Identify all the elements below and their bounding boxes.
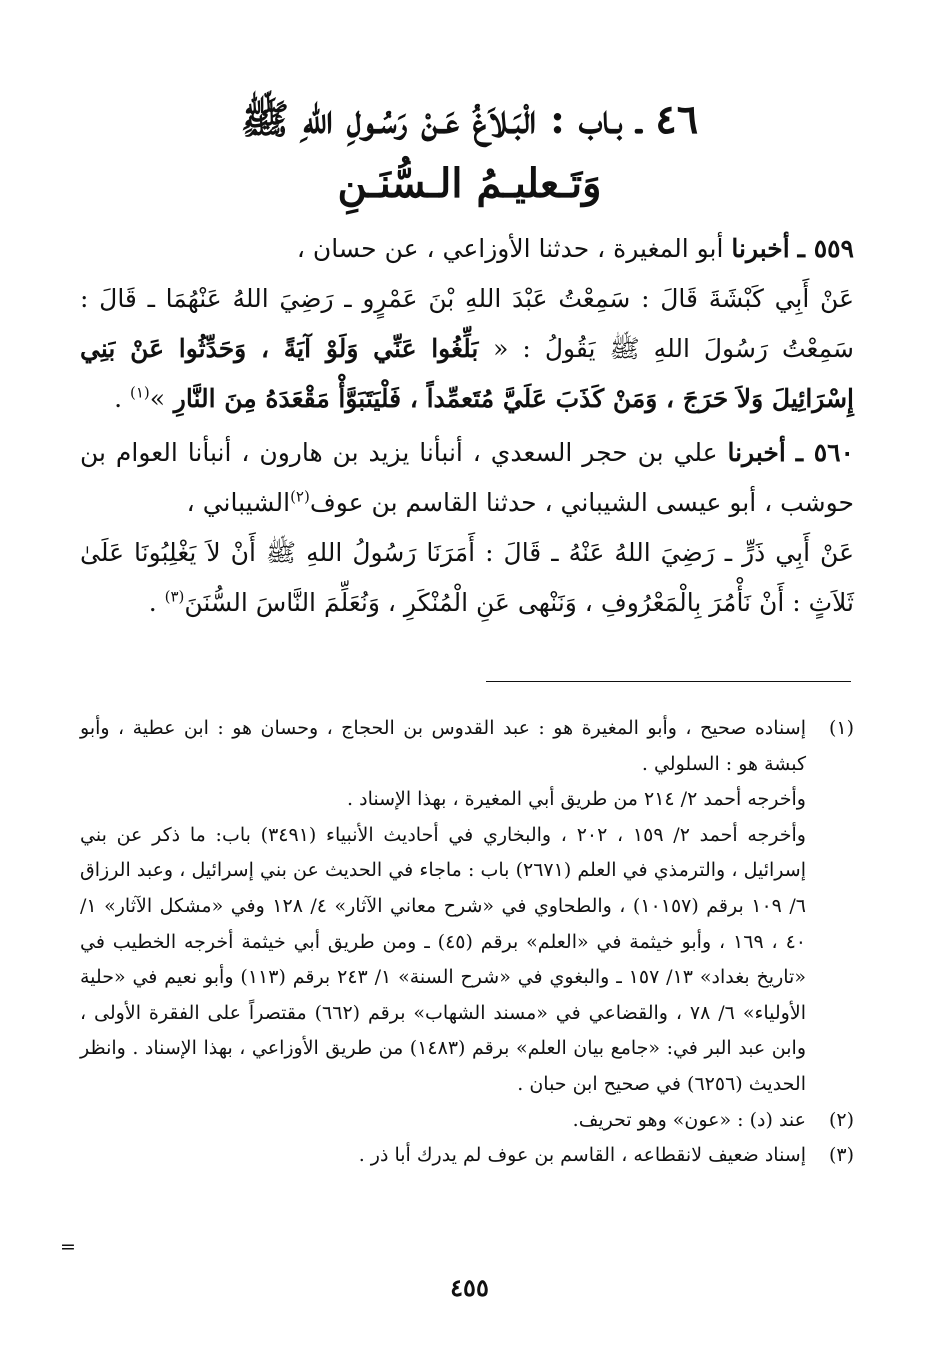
hadith-isnad-cont: الشيباني ،: [186, 488, 291, 517]
footnote-body: [80, 711, 806, 1103]
footnote-ref[interactable]: (٣): [164, 587, 185, 606]
footnote-body: [80, 1138, 806, 1174]
hadith-end: .: [148, 588, 165, 617]
main-text: [80, 224, 854, 628]
hadith-matn-intro: عَنْ أَبِي كَبْشَةَ قَالَ : سَمِعْتُ عَبْدَ اللهِ بْنَ عَمْرٍو ـ رَضِيَ اللهُ عَنْهُمَا ـ قَالَ : سَمِعْتُ رَسُولَ اللهِ ﷺ يَقُولُ : «: [80, 284, 854, 363]
hadith-matn: عَنْ أَبِي ذَرٍّ ـ رَضِيَ اللهُ عَنْهُ ـ قَالَ : أَمَرَنَا رَسُولُ اللهِ ﷺ أَنْ لاَ يَغْلِبُونَا عَلَىٰ ثَلاَثٍ : أَنْ نَأْمُرَ بِالْمَعْرُوفِ ، وَنَنْهى عَنِ الْمُنْكَرِ ، وَنُعَلِّمَ النَّاسَ السُّنَنَ: [80, 538, 854, 617]
footnote-3: [80, 1138, 854, 1174]
footnote-paragraph: إسناده صحيح ، وأبو المغيرة هو : عبد القدوس بن الحجاج ، وحسان هو : ابن عطية ، وأبو كبشة هو : السلولي .: [80, 717, 806, 775]
hadith-560-matn: [80, 528, 854, 628]
footnote-number: (٢): [828, 1108, 854, 1131]
footnote-ref[interactable]: (٢): [290, 487, 310, 506]
chapter-title-line-1: ٤٦ ـ بـاب : الْبَـلاَغُ عَـنْ رَسُـولِ اللهِ ﷺ: [240, 96, 699, 143]
hadith-number: ٥٥٩ ـ: [797, 234, 854, 263]
footnote-paragraph: عند (د) : «عون» وهو تحريف.: [572, 1108, 806, 1131]
hadith-quote-close: »: [149, 384, 166, 413]
hadith-isnad: أبو المغيرة ، حدثنا الأوزاعي ، عن حسان ،: [296, 234, 732, 263]
footnote-paragraph: إسناد ضعيف لانقطاعه ، القاسم بن عوف لم يدرك أبا ذر .: [358, 1144, 806, 1167]
hadith-end: .: [114, 384, 130, 413]
footnotes: [80, 711, 854, 1174]
page-number: ٤٥٥: [450, 1273, 489, 1302]
footnote-number: (١): [828, 717, 854, 739]
hadith-lead-word: أخبرنا: [731, 234, 790, 263]
footnote-separator: [486, 681, 851, 682]
hadith-559-matn: [80, 274, 854, 424]
footnote-paragraph: وأخرجه أحمد ٢/ ١٥٩ ، ٢٠٢ ، والبخاري في أحاديث الأنبياء (٣٤٩١) باب: ما ذكر عن بني إسرائيل ، والترمذي في العلم (٢٦٧١) باب : ماجاء في الحديث عن بني إسرائيل ، وعبد الرزاق ٦/ ١٠٩ برقم (١٠١٥٧) ، والطحاوي في «شرح معاني الآثار» ٤/ ١٢٨ وفي «مشكل الآثار» ١/ ٤٠ ، ١٦٩ ، وأبو خيثمة في «العلم» برقم (٤٥) ـ ومن طريق أبي خيثمة أخرجه الخطيب في «تاريخ بغداد» ١٣/ ١٥٧ ـ والبغوي في «شرح السنة» ١/ ٢٤٣ برقم (١١٣) وأبو نعيم في «حلية الأولياء» ٦/ ٧٨ ، والقضاعي في «مسند الشهاب» برقم (٦٦٢) مقتصراً على الفقرة الأولى ، وابن عبد البر في: «جامع بيان العلم» برقم (١٤٨٣) من طريق الأوزاعي ، بهذا الإسناد . وانظر الحديث (٦٢٥٦) في صحيح ابن حبان .: [80, 823, 806, 1095]
footnote-number: (٣): [828, 1144, 854, 1167]
footnote-body: [80, 1103, 806, 1139]
hadith-isnad: علي بن حجر السعدي ، أنبأنا يزيد بن هارون ، أنبأنا العوام بن حوشب ، أبو عيسى الشيباني ، حدثنا القاسم بن عوف: [80, 438, 854, 517]
footnote-paragraph: وأخرجه أحمد ٢/ ٢١٤ من طريق أبي المغيرة ، بهذا الإسناد .: [347, 788, 806, 811]
footnote-1: [80, 711, 854, 1103]
hadith-lead-word: أخبرنا: [727, 438, 786, 467]
chapter-title-line-2: وَتَـعليـمُ الـسُّنَـنِ: [337, 160, 602, 207]
hadith-matn-prophetic-text: بَلِّغُوا عَنِّي وَلَوْ آيَةً ، وَحَدِّثُوا عَنْ بَنِي إِسْرَائِيلَ وَلاَ حَرَجَ ، وَمَنْ كَذَبَ عَلَيَّ مُتَعمِّداً ، فَلْيَتَبَوَّأْ مَقْعَدَهُ مِنَ النَّارِ: [80, 334, 854, 413]
footnote-2: [80, 1103, 854, 1139]
hadith-559-isnad: [80, 224, 854, 274]
hadith-560-isnad: [80, 428, 854, 528]
hadith-number: ٥٦٠ ـ: [795, 438, 854, 467]
footnote-ref[interactable]: (١): [129, 383, 150, 402]
footnote-continuation-marker: =: [60, 1236, 76, 1258]
chapter-heading: [80, 88, 859, 216]
